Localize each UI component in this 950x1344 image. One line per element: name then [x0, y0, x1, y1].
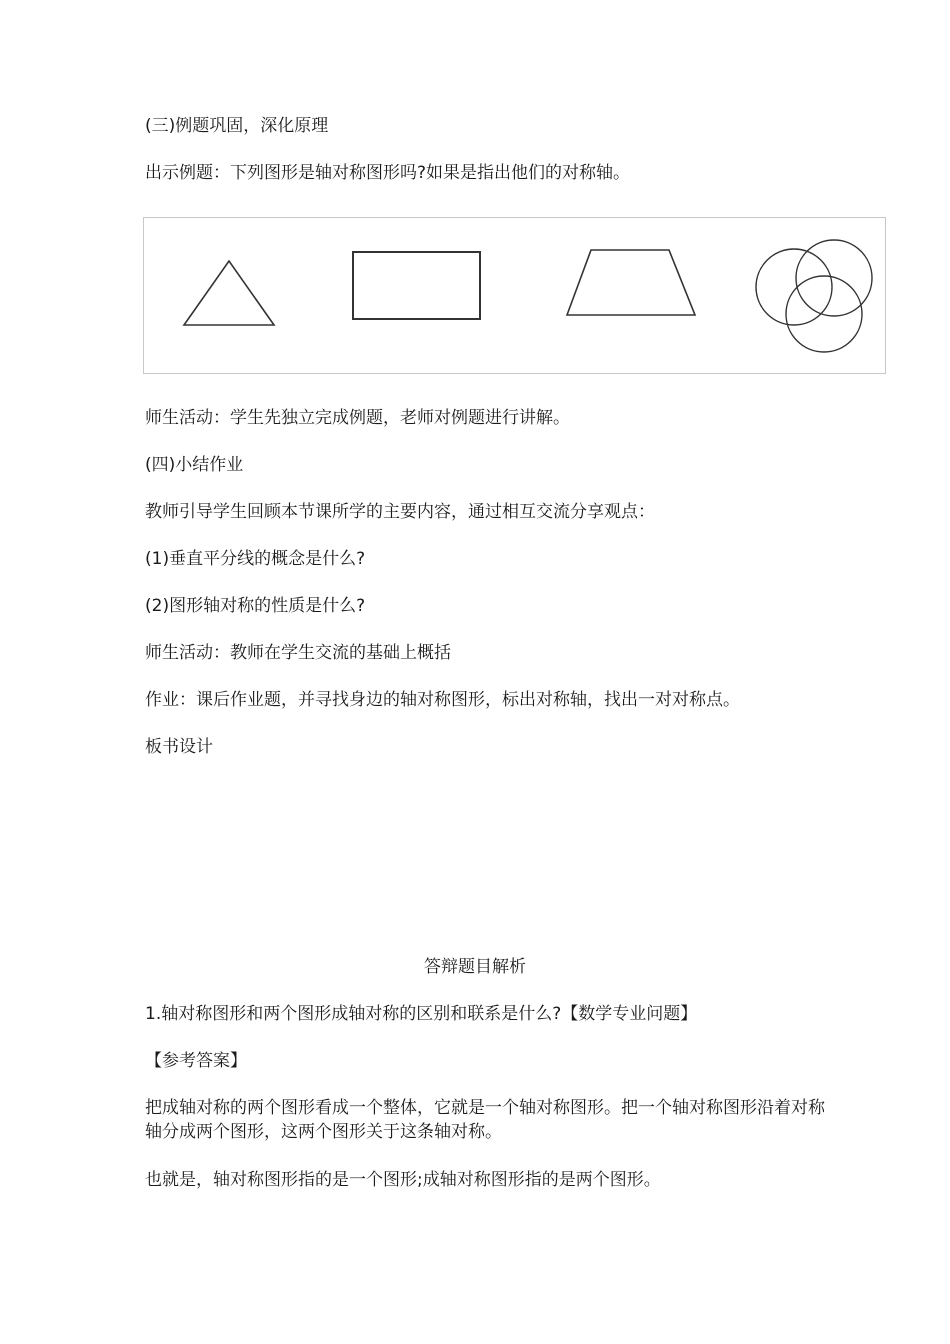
example-figures [143, 217, 886, 374]
defense-title: 答辩题目解析 [424, 957, 526, 977]
section4-activity: 师生活动：教师在学生交流的基础上概括 [145, 643, 451, 663]
triangle-figure [184, 261, 274, 325]
answer-paragraph-2: 也就是，轴对称图形指的是一个图形;成轴对称图形指的是两个图形。 [145, 1170, 661, 1190]
section4-intro: 教师引导学生回顾本节课所学的主要内容，通过相互交流分享观点： [145, 502, 655, 522]
rectangle-figure [353, 252, 480, 319]
homework: 作业：课后作业题，并寻找身边的轴对称图形，标出对称轴，找出一对对称点。 [145, 690, 740, 710]
answer-paragraph-1: 把成轴对称的两个图形看成一个整体，它就是一个轴对称图形。把一个轴对称图形沿着对称轴分成两个图形，这两个图形关于这条轴对称。 [145, 1098, 825, 1142]
section4-heading: (四)小结作业 [145, 455, 244, 475]
example-prompt: 出示例题：下列图形是轴对称图形吗?如果是指出他们的对称轴。 [145, 163, 631, 183]
defense-question-1: 1.轴对称图形和两个图形成轴对称的区别和联系是什么?【数学专业问题】 [145, 1004, 698, 1024]
three-circles-figure [756, 240, 872, 352]
question-1: (1)垂直平分线的概念是什么? [145, 549, 366, 569]
question-2: (2)图形轴对称的性质是什么? [145, 596, 366, 616]
board-design: 板书设计 [145, 737, 213, 757]
trapezoid-figure [567, 250, 695, 315]
section3-heading: (三)例题巩固，深化原理 [145, 116, 329, 136]
answer-label: 【参考答案】 [145, 1051, 247, 1071]
section3-activity: 师生活动：学生先独立完成例题，老师对例题进行讲解。 [145, 408, 570, 428]
